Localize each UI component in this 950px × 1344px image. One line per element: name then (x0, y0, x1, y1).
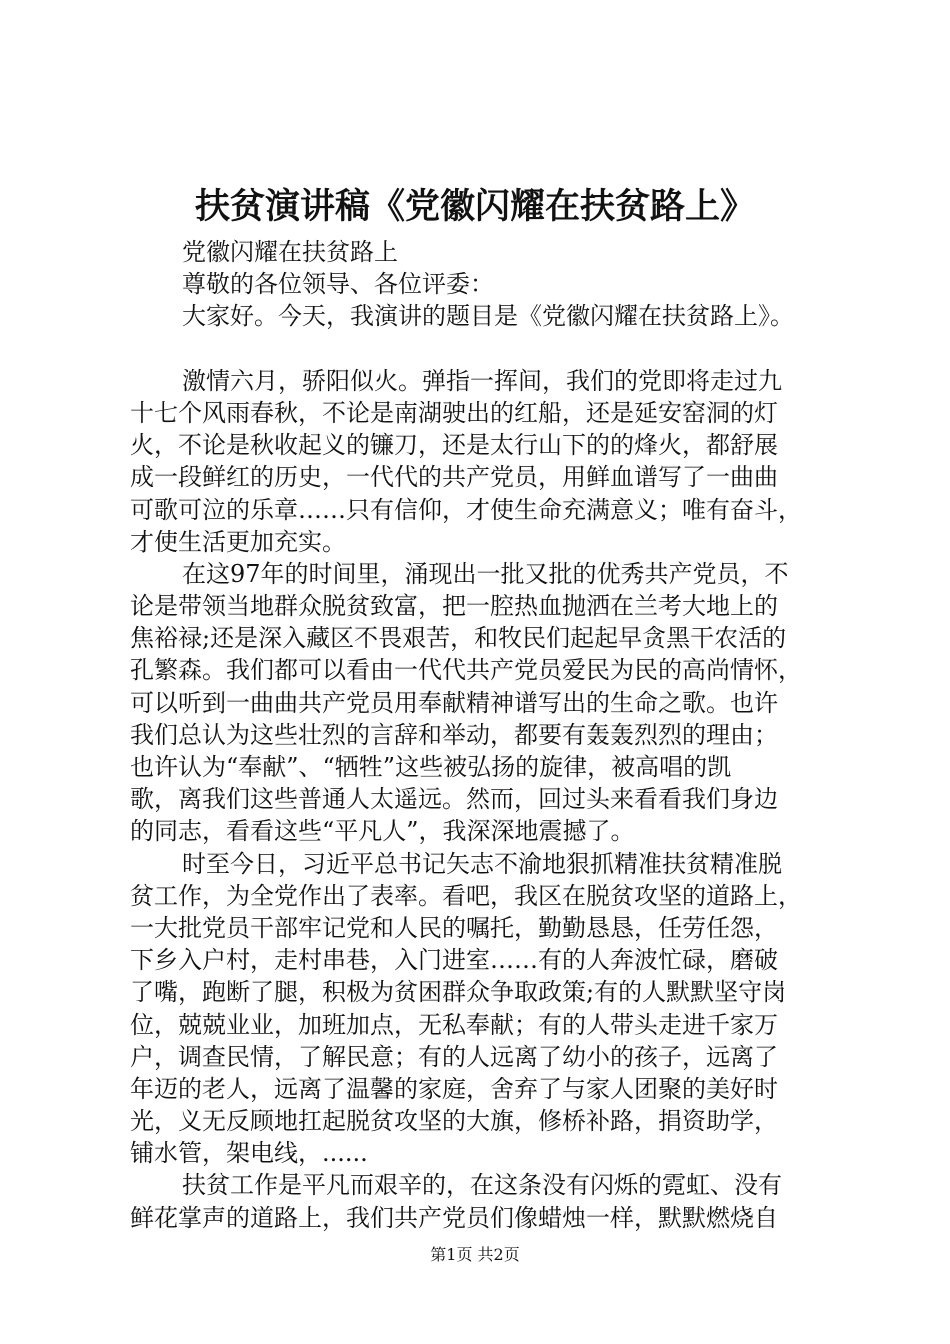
page-footer: 第1页 共2页 (430, 1245, 520, 1264)
text-line: 鲜花掌声的道路上，我们共产党员们像蜡烛一样，默默燃烧自 (130, 1203, 778, 1232)
text-line: 激情六月，骄阳似火。弹指一挥间，我们的党即将走过九 (182, 366, 782, 395)
text-line: 下乡入户村，走村串巷，入门进室……有的人奔波忙碌，磨破 (130, 946, 778, 975)
text-line: 户，调查民情，了解民意；有的人远离了幼小的孩子，远离了 (130, 1042, 778, 1071)
text-line: 的同志，看看这些“平凡人”，我深深地震撼了。 (130, 817, 635, 846)
text-line: 一大批党员干部牢记党和人民的嘱托，勤勤恳恳，任劳任怨， (130, 913, 778, 942)
text-line: 了嘴，跑断了腿，积极为贫困群众争取政策;有的人默默坚守岗 (130, 978, 787, 1007)
text-line: 在这97年的时间里，涌现出一批又批的优秀共产党员，不 (182, 559, 789, 588)
text-line: 我们总认为这些壮烈的言辞和举动，都要有轰轰烈烈的理由； (130, 720, 778, 749)
text-line: 时至今日，习近平总书记矢志不渝地狠抓精准扶贫精准脱 (182, 849, 782, 878)
text-line: 才使生活更加充实。 (130, 527, 346, 556)
document-body (130, 236, 850, 1234)
text-line: 党徽闪耀在扶贫路上 (182, 238, 398, 266)
text-line: 铺水管，架电线，...... (130, 1139, 368, 1168)
text-line: 可以听到一曲曲共产党员用奉献精神谱写出的生命之歌。也许 (130, 688, 778, 717)
text-line: 火，不论是秋收起义的镰刀，还是太行山下的的烽火，都舒展 (130, 431, 778, 460)
text-line: 光，义无反顾地扛起脱贫攻坚的大旗，修桥补路，捐资助学， (130, 1107, 778, 1136)
blank-line (130, 333, 850, 365)
text-line: 十七个风雨春秋，不论是南湖驶出的红船，还是延安窑洞的灯 (130, 398, 778, 427)
text-line: 论是带领当地群众脱贫致富，把一腔热血抛洒在兰考大地上的 (130, 592, 778, 621)
text-line: 贫工作，为全党作出了表率。看吧，我区在脱贫攻坚的道路上， (130, 881, 802, 910)
text-line: 可歌可泣的乐章……只有信仰，才使生命充满意义；唯有奋斗， (130, 495, 802, 524)
text-line: 焦裕禄;还是深入藏区不畏艰苦，和牧民们起起早贪黑干农活的 (130, 624, 787, 653)
text-line: 也许认为“奉献”、“牺牲”这些被弘扬的旋律，被高唱的凯 (130, 753, 732, 781)
text-line: 孔繁森。我们都可以看由一代代共产党员爱民为民的高尚情怀， (130, 656, 802, 685)
text-line: 位，兢兢业业，加班加点，无私奉献；有的人带头走进千家万 (130, 1010, 778, 1039)
text-line: 尊敬的各位领导、各位评委： (182, 270, 494, 299)
text-line: 年迈的老人，远离了温馨的家庭，舍弃了与家人团聚的美好时 (130, 1074, 778, 1103)
document-title: 扶贫演讲稿《党徽闪耀在扶贫路上》 (194, 186, 755, 227)
text-line: 扶贫工作是平凡而艰辛的，在这条没有闪烁的霓虹、没有 (182, 1171, 782, 1200)
text-line: 大家好。今天，我演讲的题目是《党徽闪耀在扶贫路上》。 (182, 302, 794, 331)
text-line: 歌，离我们这些普通人太遥远。然而，回过头来看看我们身边 (130, 785, 778, 814)
text-line: 成一段鲜红的历史，一代代的共产党员，用鲜血谱写了一曲曲 (130, 463, 778, 492)
